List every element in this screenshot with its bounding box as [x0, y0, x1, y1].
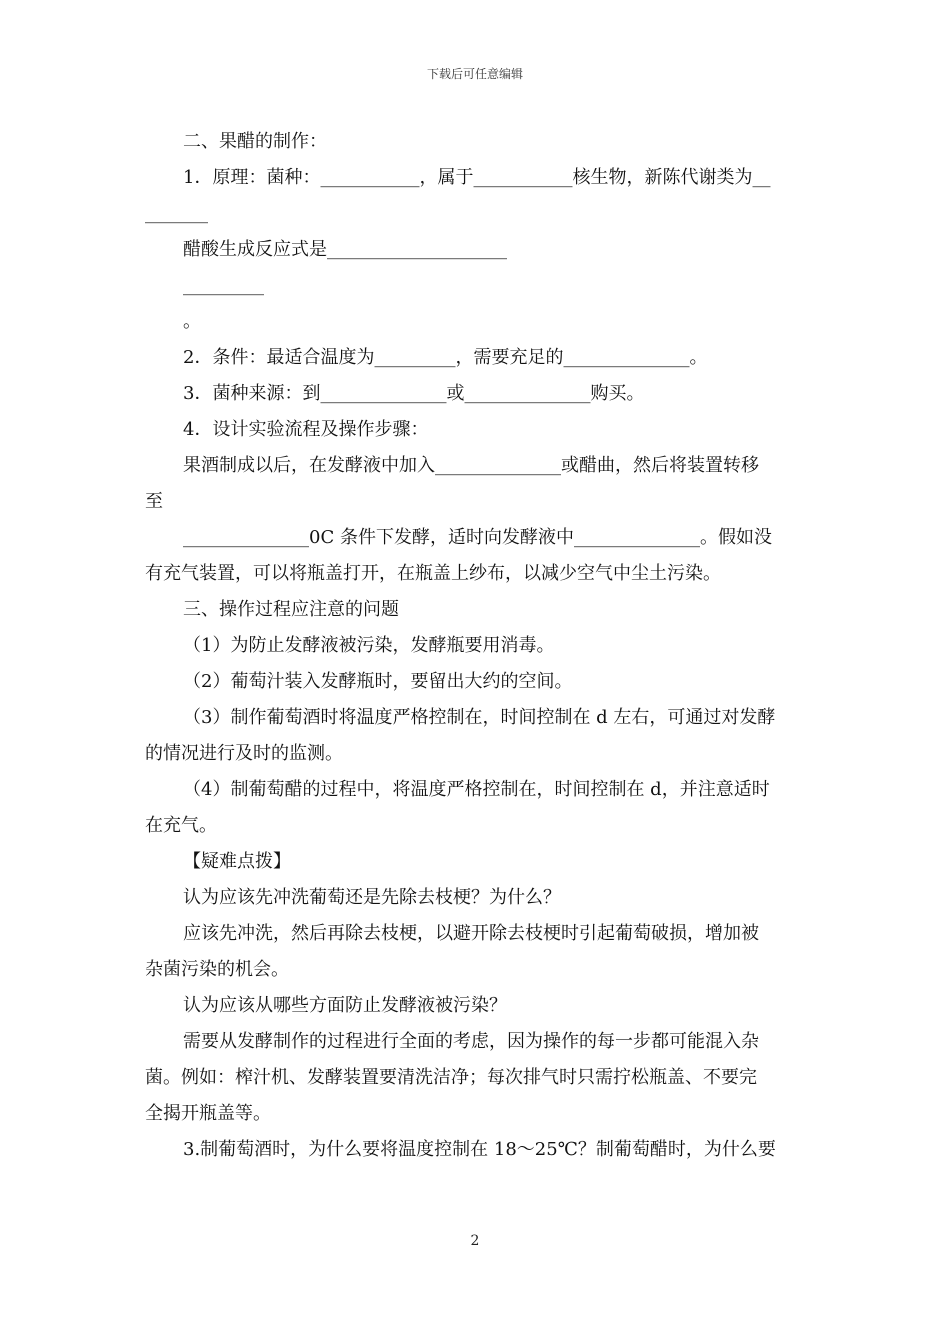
answer-2: 需要从发酵制作的过程进行全面的考虑，因为操作的每一步都可能混入杂	[183, 1031, 759, 1052]
difficulty-heading: 【疑难点拨】	[183, 851, 291, 872]
procedure-line: 果酒制成以后，在发酵液中加入______________或醋曲，然后将装置转移	[183, 455, 759, 476]
note-4-cont: 在充气。	[145, 815, 217, 836]
conditions-line: 2．条件：最适合温度为_________，需要充足的______________。	[183, 347, 708, 368]
note-2: （2）葡萄汁装入发酵瓶时，要留出大约的空间。	[183, 671, 573, 692]
page-number: 2	[470, 1233, 480, 1249]
procedure-line-cont: 至	[145, 491, 163, 512]
page-header: 下载后可任意编辑	[426, 67, 523, 81]
question-1: 认为应该先冲洗葡萄还是先除去枝梗？为什么？	[183, 887, 561, 908]
reaction-end: 。	[183, 311, 201, 332]
section-heading-vinegar: 二、果醋的制作：	[183, 131, 327, 152]
note-1: （1）为防止发酵液被污染，发酵瓶要用消毒。	[183, 635, 555, 656]
reaction-blank: _________	[183, 275, 264, 296]
question-3: 3.制葡萄酒时，为什么要将温度控制在 18～25℃？制葡萄醋时，为什么要	[183, 1139, 776, 1160]
procedure-line-2: ______________0C 条件下发酵，适时向发酵液中______________。假如没	[183, 527, 772, 548]
document-body	[145, 124, 807, 1168]
reaction-line: 醋酸生成反应式是____________________	[183, 239, 507, 260]
answer-1-cont: 杂菌污染的机会。	[145, 959, 289, 980]
principle-line-cont: _______	[145, 203, 208, 224]
strain-source-line: 3．菌种来源：到______________或______________购买。	[183, 383, 645, 404]
answer-2-end: 全揭开瓶盖等。	[145, 1103, 271, 1124]
question-2: 认为应该从哪些方面防止发酵液被污染？	[183, 995, 507, 1016]
note-3-cont: 的情况进行及时的监测。	[145, 743, 343, 764]
principle-line: 1．原理：菌种：___________，属于___________核生物，新陈代谢类为__	[183, 167, 771, 188]
answer-2-cont: 菌。例如：榨汁机、发酵装置要清洗洁净；每次排气时只需拧松瓶盖、不要完	[145, 1067, 757, 1088]
note-4: （4）制葡萄醋的过程中，将温度严格控制在，时间控制在 d，并注意适时	[183, 779, 770, 800]
section-heading-notes: 三、操作过程应注意的问题	[183, 599, 399, 620]
procedure-line-2-cont: 有充气装置，可以将瓶盖打开，在瓶盖上纱布，以减少空气中尘土污染。	[145, 563, 721, 584]
note-3: （3）制作葡萄酒时将温度严格控制在，时间控制在 d 左右，可通过对发酵	[183, 707, 776, 728]
answer-1: 应该先冲洗，然后再除去枝梗，以避开除去枝梗时引起葡萄破损，增加被	[183, 923, 759, 944]
experiment-design-heading: 4．设计实验流程及操作步骤：	[183, 419, 429, 440]
